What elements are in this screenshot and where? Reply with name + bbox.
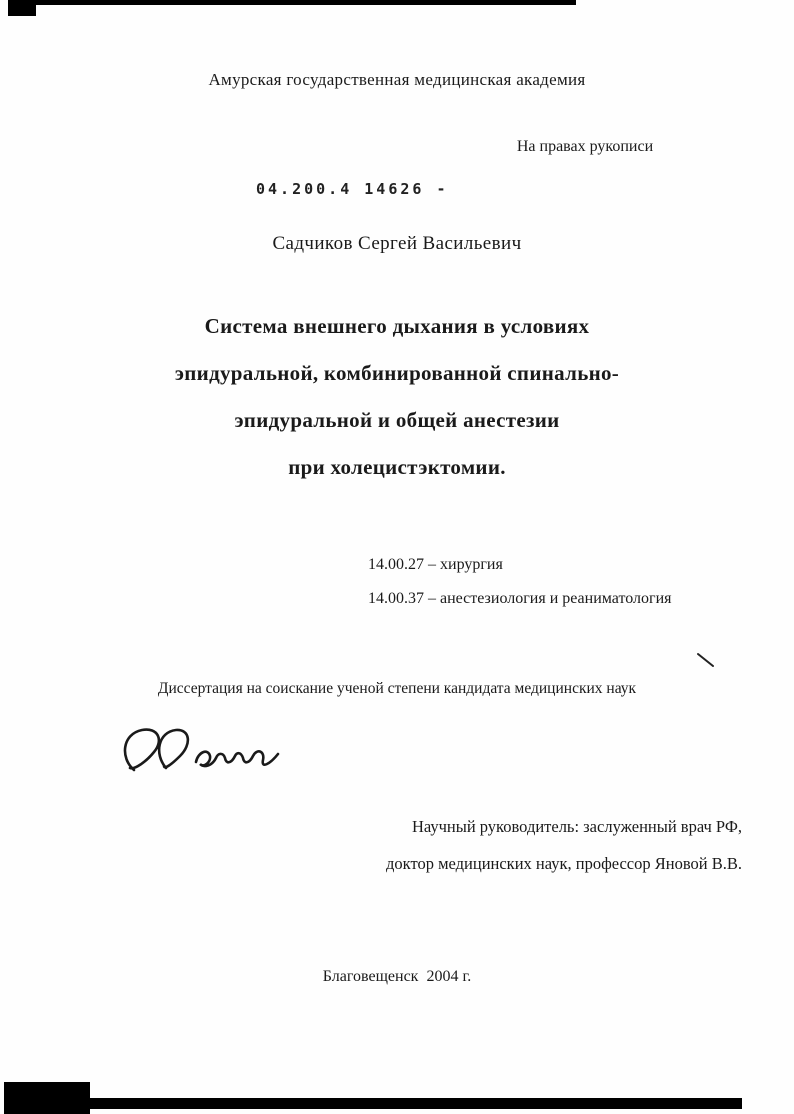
author-name: Садчиков Сергей Васильевич	[272, 233, 522, 254]
dissertation-title	[0, 303, 794, 491]
title-line-4: при холецистэктомии.	[288, 455, 506, 479]
registration-stamp-number: 04.200.4 14626 -	[256, 180, 449, 198]
supervisor-line-2: доктор медицинских наук, профессор Яновой В.В.	[386, 854, 742, 873]
title-line-1: Система внешнего дыхания в условиях	[204, 314, 590, 338]
specialty-codes	[368, 548, 672, 616]
title-line-3: эпидуральной и общей анестезии	[234, 408, 560, 432]
manuscript-note: На правах рукописи	[516, 138, 654, 155]
specialty-anesthesiology: 14.00.37 – анестезиология и реаниматология	[368, 590, 672, 607]
scan-artifact-bottom-line	[90, 1098, 742, 1109]
specialty-surgery: 14.00.27 – хирургия	[368, 556, 503, 573]
signature	[112, 718, 292, 790]
scan-artifact-top-line	[36, 0, 576, 5]
city-year: Благовещенск 2004 г.	[322, 968, 472, 985]
supervisor-line-1: Научный руководитель: заслуженный врач РФ,	[411, 817, 742, 836]
academy-name: Амурская государственная медицинская академия	[208, 70, 586, 89]
scan-artifact-bottom-left	[4, 1082, 90, 1114]
supervisor-block	[302, 808, 742, 882]
degree-statement: Диссертация на соискание ученой степени кандидата медицинских наук	[157, 680, 637, 697]
handwritten-tick-mark	[695, 650, 721, 672]
title-line-2: эпидуральной, комбинированной спинально-	[174, 361, 620, 385]
scan-artifact-top-left	[8, 0, 36, 16]
